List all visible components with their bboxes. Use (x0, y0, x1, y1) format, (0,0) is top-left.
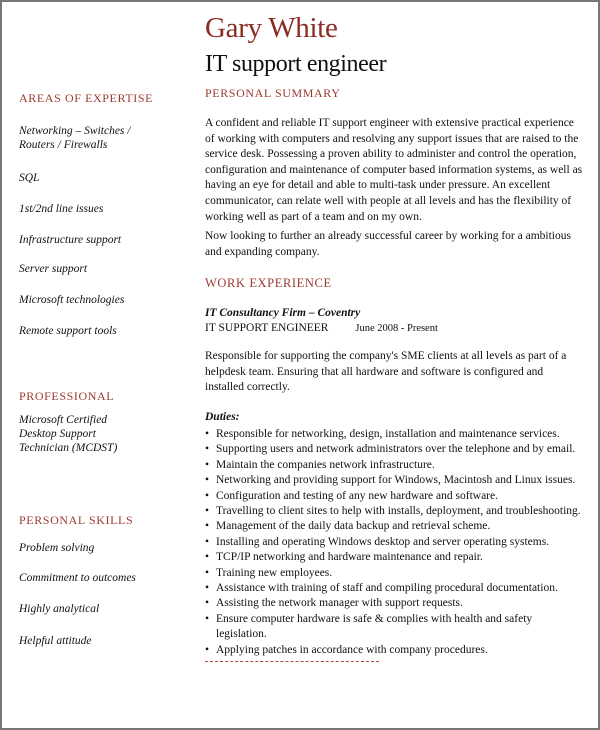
skill-item: Problem solving (19, 542, 95, 554)
area-item: Networking – Switches / Routers / Firewalls (19, 125, 131, 151)
duty-item: • Assistance with training of staff and compiling procedural documentation. (205, 581, 585, 596)
dates: June 2008 - Present (355, 323, 438, 334)
duty-item: • Maintain the companies network infrastructure. (205, 458, 585, 473)
role: IT SUPPORT ENGINEER (205, 322, 329, 334)
company: IT Consultancy Firm – Coventry (205, 307, 361, 319)
summary-heading: PERSONAL SUMMARY (205, 86, 341, 100)
duty-item: • Training new employees. (205, 566, 585, 581)
duties-list (205, 427, 585, 658)
role-line (205, 321, 585, 337)
duty-item: • Management of the daily data backup and retrieval scheme. (205, 519, 585, 534)
skill-item: Helpful attitude (19, 635, 92, 647)
duty-item: • TCP/IP networking and hardware maintenance and repair. (205, 550, 585, 565)
duty-item: • Supporting users and network administrators over the telephone and by email. (205, 442, 585, 457)
area-item: Remote support tools (19, 325, 117, 337)
duty-item: • Responsible for networking, design, installation and maintenance services. (205, 427, 585, 442)
job-title: IT support engineer (205, 51, 387, 77)
professional-heading: PROFESSIONAL (19, 389, 115, 403)
duties-label: Duties: (205, 411, 240, 423)
experience-heading: WORK EXPERIENCE (205, 276, 332, 290)
candidate-name: Gary White (205, 12, 338, 44)
skills-heading: PERSONAL SKILLS (19, 513, 134, 527)
area-item: SQL (19, 172, 40, 184)
area-item: Microsoft technologies (19, 294, 125, 306)
area-item: Server support (19, 263, 88, 275)
duty-item: • Ensure computer hardware is safe & complies with health and safety legislation. (205, 612, 585, 643)
duty-item: • Configuration and testing of any new hardware and software. (205, 489, 585, 504)
area-item: 1st/2nd line issues (19, 203, 104, 215)
summary-paragraph-2: Now looking to further an already successful career by working for a ambitious and expanding company. (205, 230, 571, 258)
skill-item: Commitment to outcomes (19, 572, 136, 584)
areas-heading: AREAS OF EXPERTISE (19, 91, 154, 105)
duty-item: • Assisting the network manager with support requests. (205, 596, 585, 611)
summary-paragraph: A confident and reliable IT support engineer with extensive practical experience of working with computers and resolving any support issues that are raised to the service desk. Possessing a proven ability to administer and control the operation, configuration and maintenance of computer based information systems, as well as having an eye for detail and able to multi-task under pressure. An excellent communicator, can relate well with people at all levels and has the flexibility of working well as part of a team and on my own. (205, 117, 583, 223)
area-item: Infrastructure support (19, 234, 122, 246)
role-description: Responsible for supporting the company's SME clients at all levels as part of a helpdesk team. Ensuring that all hardware and software is configured and installed correctly. (205, 350, 567, 394)
certification: Microsoft Certified Desktop Support Technician (MCDST) (19, 414, 118, 454)
duty-item: • Applying patches in accordance with company procedures. (205, 643, 585, 658)
skill-item: Highly analytical (19, 603, 100, 615)
duty-item: • Installing and operating Windows desktop and server operating systems. (205, 535, 585, 550)
duty-item: • Travelling to client sites to help with installs, deployment, and troubleshooting. (205, 504, 585, 519)
duty-item: • Networking and providing support for Windows, Macintosh and Linux issues. (205, 473, 585, 488)
cut-off-heading (205, 661, 379, 662)
